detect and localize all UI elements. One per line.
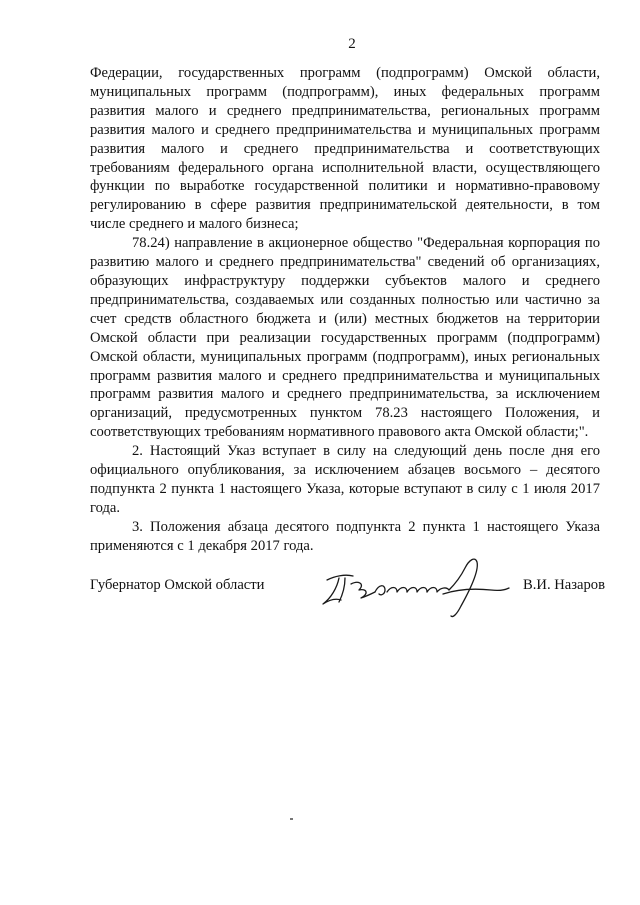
signature-block [90,566,605,626]
paragraph-item-3: 3. Положения абзаца десятого подпункта 2 пункта 1 настоящего Указа применяются с 1 декабря 2017 года. [90,518,600,554]
paragraph-continuation: Федерации, государственных программ (подпрограмм) Омской области, муниципальных программ (подпрограмм), иных федеральных программ развития малого и среднего предпринимательства, региональных программ развития малого и среднего предпринимательства и муниципальных программ развития малого и среднего предпринимательства и соответствующих требованиям федерального органа исполнительной власти, осуществляющего функции по выработке государственной политики и нормативно-правовому регулированию в сфере развития предпринимательской деятельности, в том числе среднего и малого бизнеса; [90,65,600,233]
signer-title: Губернатор Омской области [90,577,265,593]
paragraph-78-24: 78.24) направление в акционерное общество "Федеральная корпорация по развитию малого и среднего предпринимательства" сведений об организациях, образующих инфраструктуру поддержки субъектов малого и среднего предпринимательства, создаваемых или созданных полностью или частично за счет средств областного бюджета и (или) местных бюджетов на территории Омской области при реализации государственных программ (подпрограмм) Омской области, муниципальных программ (подпрограмм), иных региональных программ развития малого и среднего предпринимательства и муниципальных программ развития малого и среднего предпринимательства, за исключением организаций, предусмотренных пунктом 78.23 настоящего Положения, и соответствующих требованиям нормативного правового акта Омской области;". [90,235,600,441]
paragraph-item-2: 2. Настоящий Указ вступает в силу на следующий день после дня его официального опубликования, за исключением абзацев восьмого – десятого подпункта 2 пункта 1 настоящего Указа, которые вступают в силу с 1 июля 2017 года. [90,443,600,516]
document-body [90,64,600,556]
signer-name: В.И. Назаров [523,577,605,593]
page-number: 2 [348,36,356,52]
handwritten-signature [315,554,515,624]
scan-speck [290,818,293,820]
